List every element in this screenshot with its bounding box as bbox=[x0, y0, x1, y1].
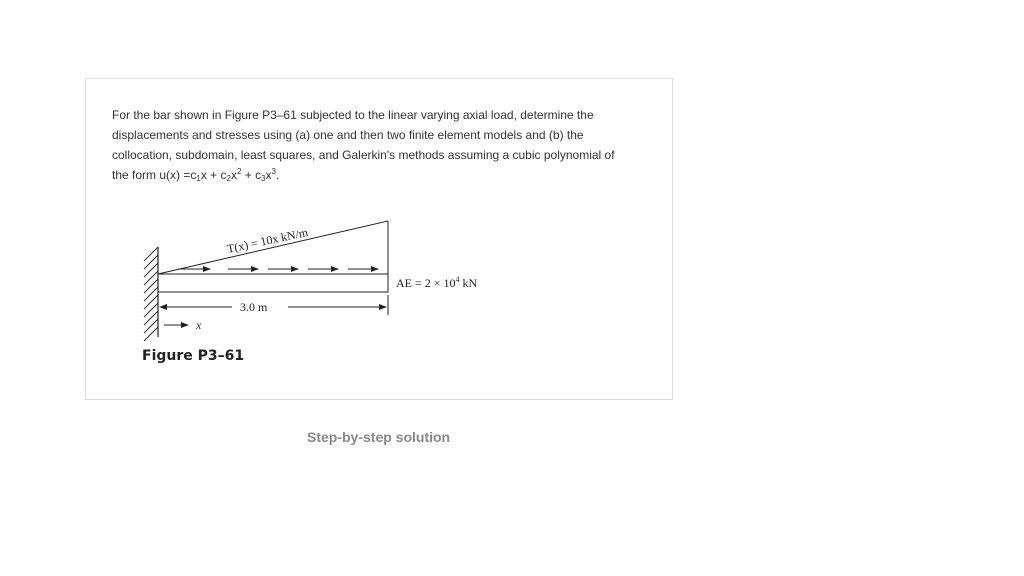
step-by-step-solution-link[interactable]: Step-by-step solution bbox=[307, 429, 451, 445]
load-profile-line bbox=[158, 221, 388, 274]
question-line-3: collocation, subdomain, least squares, and Galerkin's methods assuming a cubic polynomial of bbox=[112, 148, 615, 162]
question-line-2: displacements and stresses using (a) one and then two finite element models and (b) the bbox=[112, 128, 584, 142]
formula-sup-2: 2 bbox=[236, 167, 242, 176]
wall-hatching bbox=[144, 247, 158, 341]
figure-caption: Figure P3–61 bbox=[142, 348, 245, 364]
formula-sub-1: 1 bbox=[196, 174, 201, 183]
ae-label: AE = $2 \times 10^4$ kN bbox=[396, 275, 478, 290]
load-label: T(x) = 10x kN/m bbox=[225, 225, 310, 256]
length-label: 3.0 m bbox=[240, 300, 268, 314]
x-axis-label: x bbox=[196, 318, 202, 332]
formula-sup-3: 3 bbox=[271, 167, 276, 176]
formula-plus-3: + c bbox=[241, 168, 262, 182]
formula-term-3: x bbox=[265, 168, 272, 182]
question-text bbox=[112, 105, 652, 185]
question-card bbox=[85, 78, 673, 400]
bar-figure bbox=[136, 213, 496, 343]
formula-sub-3: 3 bbox=[261, 174, 266, 183]
bar-element bbox=[158, 274, 388, 292]
formula-end: . bbox=[276, 168, 280, 182]
formula-prefix: the form u(x) =c bbox=[112, 168, 197, 182]
formula-term-1: x + c bbox=[200, 168, 227, 182]
formula-sub-2: 2 bbox=[226, 174, 231, 183]
formula-term-2: x bbox=[230, 168, 237, 182]
question-line-4 bbox=[112, 168, 279, 182]
question-line-1: For the bar shown in Figure P3–61 subjected to the linear varying axial load, determine the bbox=[112, 108, 594, 122]
